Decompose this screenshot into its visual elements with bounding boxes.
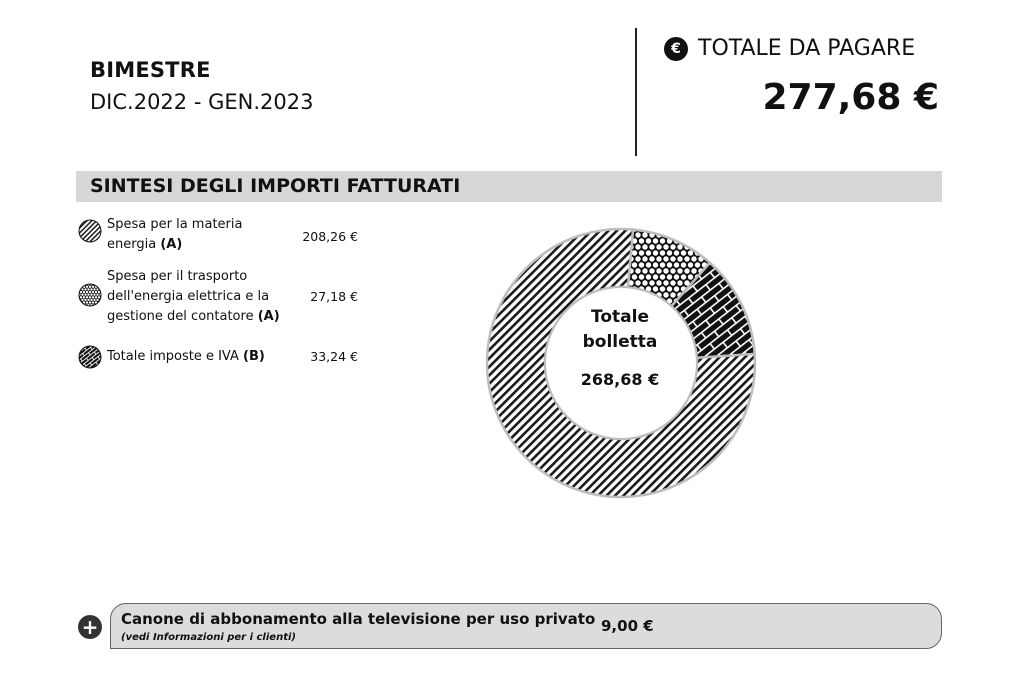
legend-tag: (B): [243, 349, 265, 364]
tv-license-box: [110, 603, 942, 649]
legend-text-line: dell'energia elettrica e la: [107, 289, 270, 304]
total-amount: 277,68 €: [762, 77, 939, 118]
legend-text-line: gestione del contatore: [107, 309, 254, 324]
donut-chart: [484, 226, 758, 500]
legend-item-energia: [76, 215, 366, 259]
legend-item-imposte: [76, 347, 366, 373]
hexagon-pattern-icon: [78, 283, 102, 307]
section-title: SINTESI DEGLI IMPORTI FATTURATI: [76, 171, 942, 202]
legend-text-line: Totale imposte e IVA: [107, 349, 239, 364]
legend-tag: (A): [160, 237, 183, 252]
donut-center-line: Totale: [591, 307, 649, 327]
legend-text-line: energia: [107, 237, 157, 252]
period-label: BIMESTRE: [90, 58, 211, 82]
tv-license-note: (vedi Informazioni per i clienti): [121, 632, 296, 643]
total-to-pay: [664, 36, 939, 118]
tv-license-amount: 9,00 €: [601, 617, 654, 635]
header-divider: [635, 28, 637, 156]
brick-pattern-icon: [78, 345, 102, 369]
donut-center-title: [545, 305, 695, 355]
legend-item-trasporto: [76, 267, 366, 331]
donut-center-value: 268,68 €: [580, 370, 660, 389]
legend-amount: 208,26 €: [302, 229, 358, 244]
plus-icon: +: [78, 615, 102, 639]
legend-tag: (A): [257, 309, 280, 324]
tv-license-label: Canone di abbonamento alla televisione per uso privato: [121, 610, 596, 628]
legend-amount: 27,18 €: [310, 289, 358, 304]
legend-amount: 33,24 €: [310, 349, 358, 364]
diagonal-lines-icon: [78, 219, 102, 243]
legend-text-line: Spesa per la materia: [107, 217, 243, 232]
euro-icon: €: [664, 37, 688, 61]
billing-period: [90, 58, 313, 114]
donut-center-line: bolletta: [582, 332, 658, 352]
period-value: DIC.2022 - GEN.2023: [90, 90, 314, 114]
total-label: TOTALE DA PAGARE: [698, 36, 916, 61]
legend-text-line: Spesa per il trasporto: [107, 269, 248, 284]
